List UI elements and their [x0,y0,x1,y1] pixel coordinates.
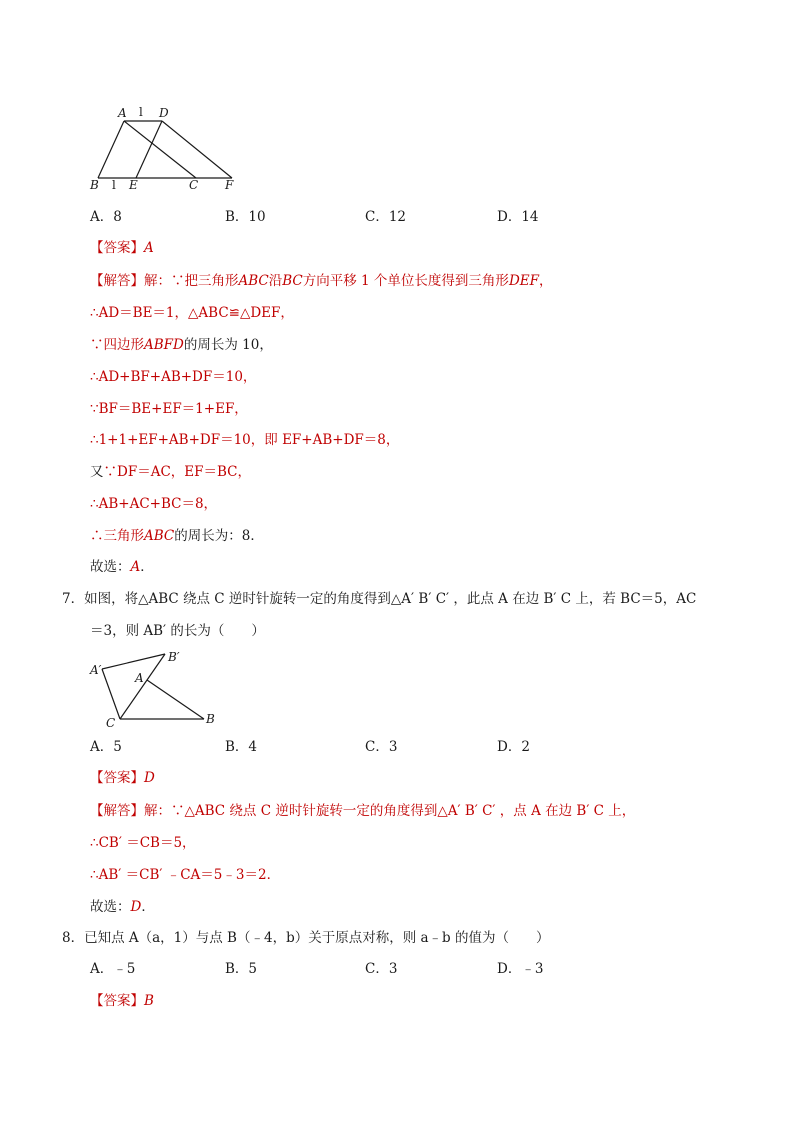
q7-analysis-line-3: ∴AB′ ＝CB′ ﹣CA＝5﹣3＝2． [90,867,281,883]
q6-step-10-pre: 故选： [90,559,131,575]
label-l-bottom: l [112,178,116,192]
q6-step-1-end: ， [538,273,553,289]
q6-answer-value: A [144,240,154,256]
q6-step-3-pre: ∵四边形 [90,337,144,353]
q7-option-a: A．5 [90,739,122,755]
q6-analysis-line-3 [90,336,273,354]
label-c: C [189,178,199,192]
q6-analysis-line-8: ∴AB+AC+BC＝8， [90,496,218,512]
q7-analysis-tag: 【解答】 [90,803,144,819]
q6-step-7-pre: 又 [90,464,104,480]
q7-stem-line-2: ＝3，则 AB′ 的长为（ ） [90,623,265,639]
q6-step-3-post: 的周长为 10， [183,337,273,353]
q7-step-1: 解：∵△ABC 绕点 C 逆时针旋转一定的角度得到△A′ B′ C′ ，点 A 在边 B′ C 上， [144,803,636,819]
q6-analysis-line-7 [90,463,251,481]
q6-step-9-abc: ABC [144,528,175,544]
q6-step-1-bc: BC [282,273,303,289]
q6-step-1-def: DEF [508,273,539,289]
q6-step-1-mid: 沿 [268,273,283,289]
q7-option-d: D．2 [497,739,530,755]
q6-option-a: A．8 [90,209,122,225]
q6-analysis-tag: 【解答】 [90,273,144,289]
q7-step-4-answer: D [130,899,142,915]
label-l-top: l [139,105,143,119]
label-a-prime: A′ [90,663,102,677]
q6-option-d: D．14 [497,209,539,225]
q6-step-9-pre: ∴三角形 [90,528,144,544]
figure-translation-triangles [86,100,256,195]
q7-analysis-line-2: ∴CB′ ＝CB＝5， [90,835,196,851]
label-a: A [135,671,144,685]
figure-rotation-triangles [86,645,226,730]
q7-step-4-pre: 故选： [90,899,131,915]
q8-option-b: B．5 [225,961,258,977]
segment-b-prime-c [120,654,165,719]
q7-answer-value: D [144,770,155,786]
q6-option-c: C．12 [365,209,407,225]
segment-ab [98,121,124,178]
segment-ab [147,680,204,719]
label-b: B [206,712,215,726]
q8-option-a: A．﹣5 [90,961,136,977]
q6-step-7-post: ∵DF＝AC，EF＝BC， [103,464,251,480]
q7-analysis-line-1 [90,802,635,820]
q6-step-1-abc: ABC [238,273,269,289]
q7-step-4-end: ． [141,899,155,915]
q7-answer [90,769,155,787]
q8-stem: 8．已知点 A（a，1）与点 B（﹣4，b）关于原点对称，则 a﹣b 的值为（ ） [62,930,550,946]
q7-option-b: B．4 [225,739,258,755]
q8-answer-tag: 【答案】 [90,993,144,1009]
q7-analysis-line-4 [90,898,155,916]
q6-answer-tag: 【答案】 [90,240,144,256]
q7-stem-line-1: 7．如图，将△ABC 绕点 C 逆时针旋转一定的角度得到△A′ B′ C′ ，此点 A 在边 B′ C 上，若 BC＝5，AC [62,591,697,607]
q7-option-c: C．3 [365,739,398,755]
segment-ac [124,121,196,178]
q6-option-b: B．10 [225,209,266,225]
label-f: F [225,178,234,192]
label-e: E [129,178,138,192]
q6-step-10-answer: A [130,559,141,575]
segment-df [162,121,232,178]
q6-analysis-line-6: ∴1+1+EF+AB+DF＝10，即 EF+AB+DF＝8， [90,432,400,448]
q8-answer [90,992,154,1010]
q6-analysis-line-1 [90,272,552,290]
q6-analysis-line-10 [90,558,154,576]
q8-option-d: D．﹣3 [497,961,544,977]
q6-analysis-line-2: ∴AD＝BE＝1，△ABC≌△DEF， [90,305,294,321]
q6-answer [90,239,154,257]
q6-analysis-line-5: ∵BF＝BE+EF＝1+EF， [90,401,248,417]
q6-analysis-line-4: ∴AD+BF+AB+DF＝10， [90,369,257,385]
label-b-prime: B′ [168,650,180,664]
label-b: B [90,178,99,192]
segment-a-prime-c [102,669,120,719]
q6-step-1-text: 解：∵把三角形 [144,273,239,289]
label-d: D [159,106,169,120]
q6-step-1-post: 方向平移 1 个单位长度得到三角形 [302,273,509,289]
segment-de [136,121,162,178]
q8-answer-value: B [144,993,154,1009]
q8-option-c: C．3 [365,961,398,977]
q6-step-9-post: 的周长为：8． [174,528,264,544]
label-a: A [118,106,127,120]
q7-answer-tag: 【答案】 [90,770,144,786]
q6-analysis-line-9 [90,527,264,545]
label-c: C [106,716,116,730]
q6-step-10-end: ． [140,559,154,575]
q6-step-3-quad: ABFD [144,337,184,353]
